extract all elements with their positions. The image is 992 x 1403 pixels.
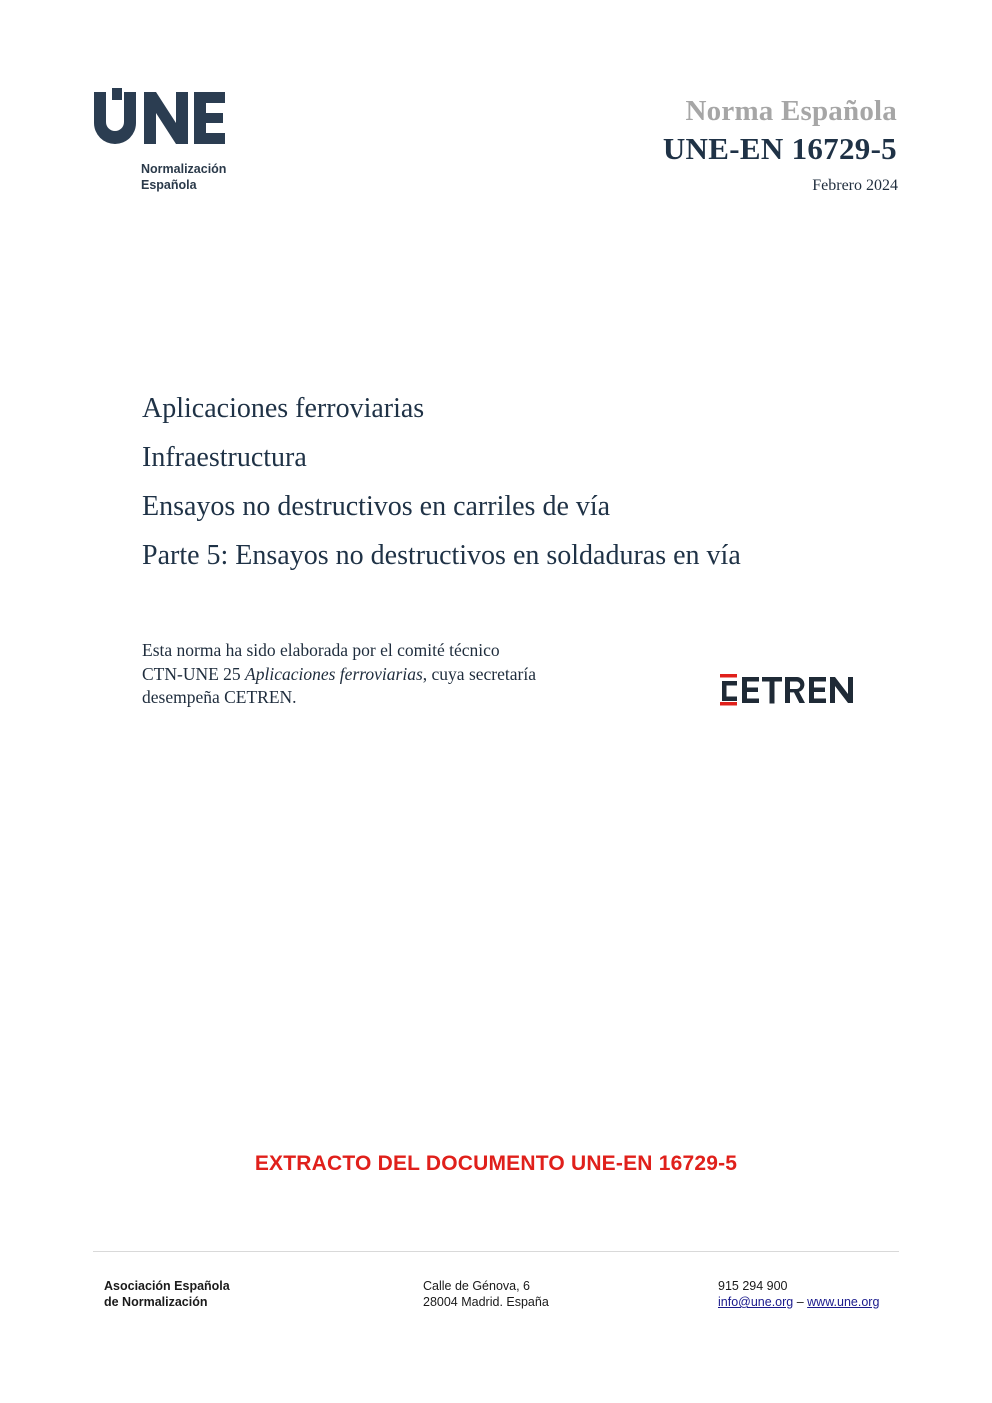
committee-prefix: CTN-UNE 25 (142, 663, 246, 684)
footer-divider (93, 1251, 899, 1252)
une-logo-mark (92, 88, 242, 148)
cetren-logo (718, 672, 868, 712)
footer-org-line1: Asociación Española (104, 1279, 230, 1293)
une-logo-sub-line1: Normalización (141, 162, 227, 176)
une-logo-sub-line2: Española (141, 178, 197, 192)
committee-line-1: Esta norma ha sido elaborada por el comité técnico (142, 640, 500, 660)
standard-titles (142, 384, 902, 580)
footer-address-line1: Calle de Génova, 6 (423, 1279, 531, 1293)
footer-contact (718, 1278, 879, 1310)
footer-org-line2: de Normalización (104, 1295, 208, 1309)
committee-name: Aplicaciones ferroviarias (245, 663, 423, 684)
title-line-3: Ensayos no destructivos en carriles de vía (142, 491, 611, 522)
footer-organization (104, 1278, 230, 1310)
standard-code: UNE-EN 16729-5 (662, 131, 897, 166)
website-link[interactable]: www.une.org (807, 1295, 880, 1309)
committee-line-2 (142, 663, 662, 687)
committee-paragraph (142, 639, 662, 710)
committee-line-3: desempeña CETREN. (142, 687, 297, 707)
extract-banner: EXTRACTO DEL DOCUMENTO UNE-EN 16729-5 (254, 1152, 738, 1175)
footer-address-line2: 28004 Madrid. España (423, 1295, 549, 1309)
une-logo-subtitle (141, 161, 226, 193)
cetren-logo-mark (718, 672, 868, 712)
standard-kind: Norma Española (685, 95, 897, 127)
title-line-2: Infraestructura (142, 442, 307, 473)
email-link[interactable]: info@une.org (718, 1295, 794, 1309)
footer-link-separator: – (793, 1295, 808, 1309)
footer-links (718, 1294, 879, 1310)
committee-suffix: , cuya secretaría (422, 663, 536, 684)
publication-date: Febrero 2024 (812, 177, 898, 194)
footer-address (423, 1278, 549, 1310)
footer-phone: 915 294 900 (718, 1279, 788, 1293)
title-line-1: Aplicaciones ferroviarias (142, 393, 425, 424)
title-line-4: Parte 5: Ensayos no destructivos en soldaduras en vía (142, 540, 741, 571)
